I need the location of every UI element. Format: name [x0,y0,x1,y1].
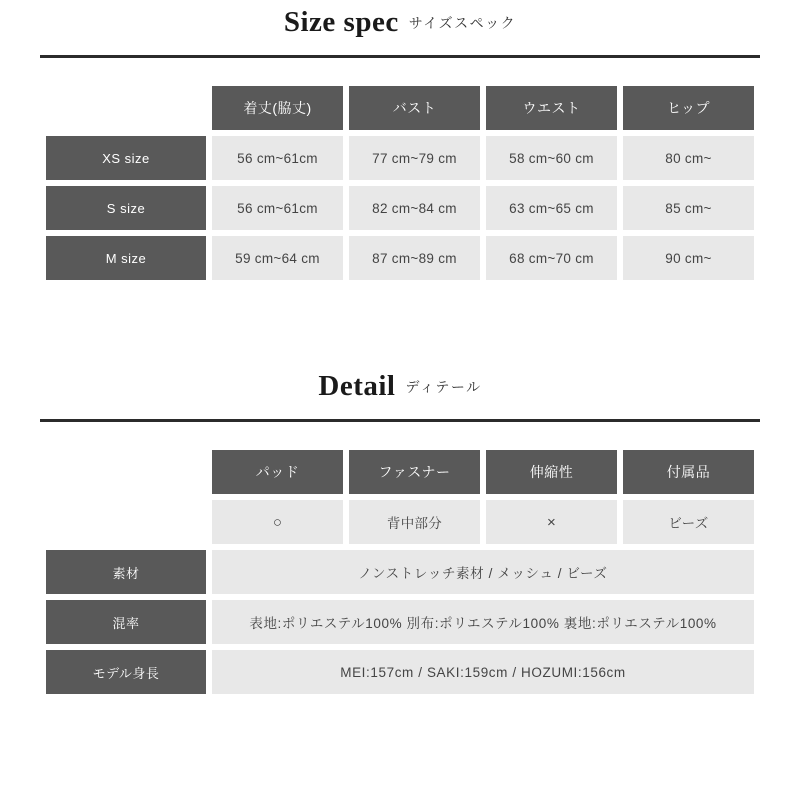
detail-title-en: Detail [318,370,396,402]
table-row [46,600,754,644]
size-spec-title-jp: サイズスペック [408,14,517,31]
table-cell: 68 cm~70 cm [486,236,617,280]
table-cell: 56 cm~61cm [212,186,343,230]
table-header-row [46,86,754,130]
column-header: ヒップ [623,86,754,130]
row-label: 素材 [46,550,206,594]
column-header: ウエスト [486,86,617,130]
column-header: パッド [212,450,343,494]
table-cell: 表地:ポリエステル100% 別布:ポリエステル100% 裏地:ポリエステル100% [212,600,754,644]
column-header: ファスナー [349,450,480,494]
detail-heading [0,364,800,403]
table-cell: ノンストレッチ素材 / メッシュ / ビーズ [212,550,754,594]
column-header: 付属品 [623,450,754,494]
table-cell: MEI:157cm / SAKI:159cm / HOZUMI:156cm [212,650,754,694]
table-cell: 90 cm~ [623,236,754,280]
table-cell: 85 cm~ [623,186,754,230]
size-spec-title-en: Size spec [283,6,399,38]
column-header: バスト [349,86,480,130]
row-label: S size [46,186,206,230]
corner-cell [46,500,206,544]
table-cell: 80 cm~ [623,136,754,180]
table-cell: 背中部分 [349,500,480,544]
corner-cell [46,450,206,494]
table-cell: 56 cm~61cm [212,136,343,180]
size-spec-heading [0,0,800,39]
table-cell: ○ [212,500,343,544]
row-label: 混率 [46,600,206,644]
table-row [46,550,754,594]
table-row [46,500,754,544]
table-cell: 63 cm~65 cm [486,186,617,230]
size-spec-table [40,80,760,286]
table-cell: 87 cm~89 cm [349,236,480,280]
table-cell: 82 cm~84 cm [349,186,480,230]
table-cell: × [486,500,617,544]
table-row [46,236,754,280]
corner-cell [46,86,206,130]
table-row [46,136,754,180]
row-label: モデル身長 [46,650,206,694]
column-header: 着丈(脇丈) [212,86,343,130]
table-cell: 77 cm~79 cm [349,136,480,180]
column-header: 伸縮性 [486,450,617,494]
table-cell: ビーズ [623,500,754,544]
row-label: M size [46,236,206,280]
table-row [46,186,754,230]
detail-table [40,444,760,700]
detail-title-jp: ディテール [405,378,482,395]
detail-divider [40,419,760,422]
table-row [46,650,754,694]
size-spec-divider [40,55,760,58]
table-cell: 59 cm~64 cm [212,236,343,280]
row-label: XS size [46,136,206,180]
table-cell: 58 cm~60 cm [486,136,617,180]
table-header-row [46,450,754,494]
